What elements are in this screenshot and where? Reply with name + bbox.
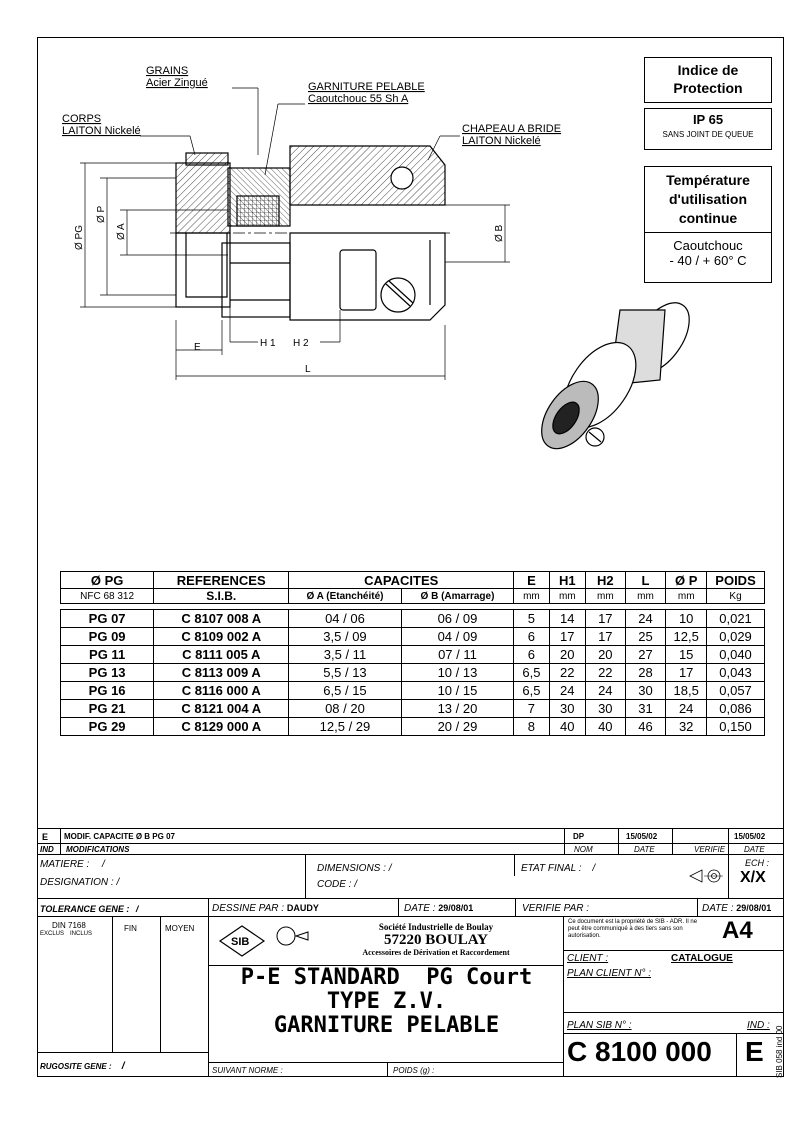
spec-subheader-cell: Ø B (Amarrage) [401, 589, 514, 604]
spec-cell: PG 29 [61, 718, 154, 736]
rule [563, 950, 784, 951]
spec-cell: PG 21 [61, 700, 154, 718]
rule [208, 898, 209, 1077]
temperature-title: Température d'utilisation continue [666, 172, 750, 226]
rule [563, 1012, 784, 1013]
spec-cell: 30 [625, 682, 666, 700]
spec-cell: 10 / 15 [401, 682, 514, 700]
designation-value: / [116, 877, 120, 888]
format-a4: A4 [722, 917, 753, 944]
spec-table [60, 571, 765, 736]
rule [112, 916, 113, 1052]
spec-cell: C 8121 004 A [154, 700, 289, 718]
rule [618, 828, 619, 854]
dim-p: Ø P [96, 205, 107, 223]
rugosite-label: RUGOSITE GENE : [40, 1062, 112, 1071]
ech-label: ECH : [745, 858, 770, 868]
rule [563, 1033, 784, 1034]
spec-cell: 0,057 [707, 682, 765, 700]
rule [515, 898, 516, 916]
temperature-title-box [644, 166, 772, 233]
spec-cell: 3,5 / 09 [289, 628, 402, 646]
section-upper [170, 146, 450, 233]
ownership-notice: Ce document est la propriété de SIB - ADR. Il ne peut être communiqué à des tiers sans son autorisation. [568, 919, 698, 939]
spec-cell: C 8113 009 A [154, 664, 289, 682]
din-exclus: EXCLUS [40, 931, 65, 937]
spec-subheader-cell: mm [625, 589, 666, 604]
rule [60, 828, 61, 854]
date-label: DATE : [404, 903, 436, 914]
col-verifie: VERIFIE [694, 845, 726, 854]
matiere-value: / [102, 859, 105, 870]
spec-cell: 7 [514, 700, 549, 718]
spec-cell: 10 / 13 [401, 664, 514, 682]
spec-cell: 0,086 [707, 700, 765, 718]
isometric-view [530, 293, 701, 459]
rule [564, 828, 565, 854]
label-corps: CORPS [62, 113, 102, 125]
client-label: CLIENT : [567, 953, 609, 964]
spec-cell: C 8109 002 A [154, 628, 289, 646]
col-date-verif: DATE [744, 845, 765, 854]
spec-cell: 27 [625, 646, 666, 664]
spec-cell: PG 13 [61, 664, 154, 682]
dim-pg: Ø PG [74, 224, 85, 250]
spec-cell: 32 [666, 718, 707, 736]
dessine-par-label: DESSINE PAR : [212, 903, 285, 914]
spec-cell: 22 [586, 664, 626, 682]
spec-cell: PG 07 [61, 610, 154, 628]
dim-h2: H 2 [293, 338, 309, 349]
spec-cell: 24 [549, 682, 585, 700]
spec-cell: 0,029 [707, 628, 765, 646]
spec-cell: 24 [625, 610, 666, 628]
spec-cell: 12,5 [666, 628, 707, 646]
spec-cell: 6 [514, 646, 549, 664]
rule [736, 1033, 737, 1077]
spec-row [61, 718, 765, 736]
side-code: SIB 058 ind 00 [775, 1025, 784, 1078]
spec-cell: 12,5 / 29 [289, 718, 402, 736]
spec-row [61, 610, 765, 628]
plan-client-label: PLAN CLIENT N° : [567, 968, 652, 979]
spec-cell: 14 [549, 610, 585, 628]
spec-cell: 24 [586, 682, 626, 700]
spec-cell: 0,043 [707, 664, 765, 682]
rule [563, 916, 564, 1077]
matiere-label: MATIERE : [40, 859, 90, 870]
spec-cell: 22 [549, 664, 585, 682]
etat-final-value: / [592, 863, 596, 874]
spec-row [61, 682, 765, 700]
spec-cell: 8 [514, 718, 549, 736]
spec-header-cell: L [625, 572, 666, 589]
title-line-3: GARNITURE PELABLE [273, 1013, 500, 1038]
client-value: CATALOGUE [671, 953, 733, 964]
protection-value-box [644, 108, 772, 150]
spec-cell: 25 [625, 628, 666, 646]
col-modifications: MODIFICATIONS [66, 845, 130, 854]
dim-b: Ø B [494, 224, 505, 242]
company-name: Société Industrielle de Boulay [378, 922, 494, 932]
spec-cell: C 8107 008 A [154, 610, 289, 628]
label-chapeau: CHAPEAU A BRIDE [462, 123, 562, 135]
spec-cell: 17 [586, 610, 626, 628]
etat-final-label: ETAT FINAL : [521, 863, 582, 874]
tolerance-value: / [135, 904, 139, 914]
col-ind: IND [40, 845, 54, 854]
spec-cell: 15 [666, 646, 707, 664]
spec-cell: 04 / 09 [401, 628, 514, 646]
spec-header-cell: H1 [549, 572, 585, 589]
title-line-1: P-E STANDARD PG Court [240, 965, 533, 990]
dim-l: L [305, 364, 311, 375]
col-date: DATE [634, 845, 655, 854]
spec-row [61, 646, 765, 664]
suivant-norme-label: SUIVANT NORME : [212, 1066, 283, 1075]
spec-cell: 31 [625, 700, 666, 718]
rule [305, 854, 306, 898]
logo-sib-text: SIB [231, 936, 250, 948]
spec-cell: 24 [666, 700, 707, 718]
index-value: E [745, 1036, 764, 1067]
spec-cell: 6,5 [514, 664, 549, 682]
title-line-2: TYPE Z.V. [326, 989, 447, 1014]
label-chapeau-material: LAITON Nickelé [462, 135, 541, 147]
spec-cell: 17 [586, 628, 626, 646]
spec-cell: 28 [625, 664, 666, 682]
spec-cell: PG 09 [61, 628, 154, 646]
rule [387, 1062, 388, 1077]
spec-cell: PG 11 [61, 646, 154, 664]
spec-header-cell: Ø PG [61, 572, 154, 589]
spec-header-cell: E [514, 572, 549, 589]
temperature-value-box [644, 233, 772, 283]
spec-subheader-cell: mm [549, 589, 585, 604]
plan-sib-label: PLAN SIB N° : [567, 1020, 632, 1031]
spec-header-cell: Ø P [666, 572, 707, 589]
rule [160, 916, 161, 1052]
label-garniture: GARNITURE PELABLE [308, 81, 425, 93]
spec-cell: 08 / 20 [289, 700, 402, 718]
company-logo-icon [214, 920, 314, 962]
protection-title-box [644, 57, 772, 103]
label-garniture-material: Caoutchouc 55 Sh A [308, 93, 409, 105]
temperature-material: Caoutchouc [673, 238, 743, 253]
poids-label: POIDS (g) : [393, 1066, 435, 1075]
label-corps-material: LAITON Nickelé [62, 125, 141, 137]
rule [37, 1052, 208, 1053]
din-inclus: INCLUS [70, 931, 93, 937]
label-grains-material: Acier Zingué [146, 77, 208, 89]
spec-header-cell: REFERENCES [154, 572, 289, 589]
spec-cell: 6 [514, 628, 549, 646]
spec-cell: 17 [666, 664, 707, 682]
protection-title: Indice de Protection [673, 62, 743, 96]
din-moyen: MOYEN [165, 924, 195, 933]
spec-cell: C 8116 000 A [154, 682, 289, 700]
spec-cell: 0,150 [707, 718, 765, 736]
spec-header-row [61, 572, 765, 589]
spec-cell: 20 [586, 646, 626, 664]
spec-header-cell: POIDS [707, 572, 765, 589]
dessine-par-value: DAUDY [286, 903, 319, 913]
spec-cell: 17 [549, 628, 585, 646]
rule [398, 898, 399, 916]
rugosite-value: / [121, 1061, 125, 1072]
spec-row [61, 700, 765, 718]
tolerance-label: TOLERANCE GENE : [40, 904, 130, 914]
ech-value: X/X [740, 869, 766, 886]
label-grains: GRAINS [146, 65, 189, 77]
spec-cell: 30 [549, 700, 585, 718]
spec-subheader-cell: Ø A (Etanchéité) [289, 589, 402, 604]
spec-cell: 30 [586, 700, 626, 718]
date2-label: DATE : [702, 903, 734, 914]
company-subtitle: Accessoires de Dérivation et Raccordement [362, 948, 510, 957]
rule [208, 1062, 563, 1063]
temperature-range: - 40 / + 60° C [669, 253, 747, 268]
spec-row [61, 628, 765, 646]
external-view-lower [176, 233, 445, 320]
spec-subheader-cell: mm [586, 589, 626, 604]
spec-subheader-cell: mm [666, 589, 707, 604]
revision-verif-date: 15/05/02 [734, 832, 766, 841]
rule [672, 828, 673, 854]
dim-e: E [194, 342, 201, 353]
spec-cell: PG 16 [61, 682, 154, 700]
drawing-labels [62, 65, 561, 375]
spec-cell: 07 / 11 [401, 646, 514, 664]
spec-cell: 5 [514, 610, 549, 628]
spec-cell: 46 [625, 718, 666, 736]
dim-h1: H 1 [260, 338, 276, 349]
spec-cell: 20 [549, 646, 585, 664]
revision-index: E [42, 832, 49, 842]
code-value: / [354, 879, 358, 890]
spec-cell: C 8111 005 A [154, 646, 289, 664]
revision-date: 15/05/02 [626, 832, 658, 841]
rule [37, 854, 784, 855]
protection-note: SANS JOINT DE QUEUE [662, 130, 754, 139]
protection-value: IP 65 [692, 112, 724, 127]
spec-subheader-cell: NFC 68 312 [61, 589, 154, 604]
spec-cell: 40 [549, 718, 585, 736]
rule [37, 898, 784, 899]
company-city: 57220 BOULAY [383, 932, 489, 948]
dimensions-label: DIMENSIONS : [317, 863, 386, 874]
rule [697, 898, 698, 916]
spec-cell: 3,5 / 11 [289, 646, 402, 664]
spec-cell: 10 [666, 610, 707, 628]
verifie-par-label: VERIFIE PAR : [522, 903, 590, 914]
revision-dp: DP [573, 832, 585, 841]
designation-label: DESIGNATION : [40, 877, 114, 888]
date-value: 29/08/01 [438, 903, 474, 913]
revision-text: MODIF. CAPACITE Ø B PG 07 [64, 832, 175, 841]
spec-cell: 5,5 / 13 [289, 664, 402, 682]
din-fin: FIN [124, 924, 137, 933]
spec-cell: 6,5 / 15 [289, 682, 402, 700]
spec-subheader-cell: S.I.B. [154, 589, 289, 604]
dimensions-value: / [388, 863, 392, 874]
spec-header-cell: CAPACITES [289, 572, 514, 589]
spec-cell: 04 / 06 [289, 610, 402, 628]
spec-cell: 0,021 [707, 610, 765, 628]
rule [514, 854, 515, 876]
spec-cell: 20 / 29 [401, 718, 514, 736]
ind-label: IND : [747, 1020, 770, 1031]
spec-cell: 13 / 20 [401, 700, 514, 718]
spec-header-cell: H2 [586, 572, 626, 589]
code-label: CODE : [317, 879, 352, 890]
projection-symbol-icon [688, 866, 724, 886]
spec-cell: 18,5 [666, 682, 707, 700]
spec-cell: C 8129 000 A [154, 718, 289, 736]
spec-cell: 0,040 [707, 646, 765, 664]
rule [37, 916, 784, 917]
spec-cell: 40 [586, 718, 626, 736]
spec-row [61, 664, 765, 682]
rule [728, 854, 729, 898]
date2-value: 29/08/01 [736, 903, 772, 913]
plan-number: C 8100 000 [567, 1036, 712, 1067]
spec-cell: 06 / 09 [401, 610, 514, 628]
col-nom: NOM [574, 845, 593, 854]
spec-subheader-row [61, 589, 765, 604]
spec-subheader-cell: Kg [707, 589, 765, 604]
rule [728, 828, 729, 854]
spec-subheader-cell: mm [514, 589, 549, 604]
din-label: DIN 7168 [52, 921, 86, 930]
spec-cell: 6,5 [514, 682, 549, 700]
dim-a: Ø A [116, 223, 127, 240]
